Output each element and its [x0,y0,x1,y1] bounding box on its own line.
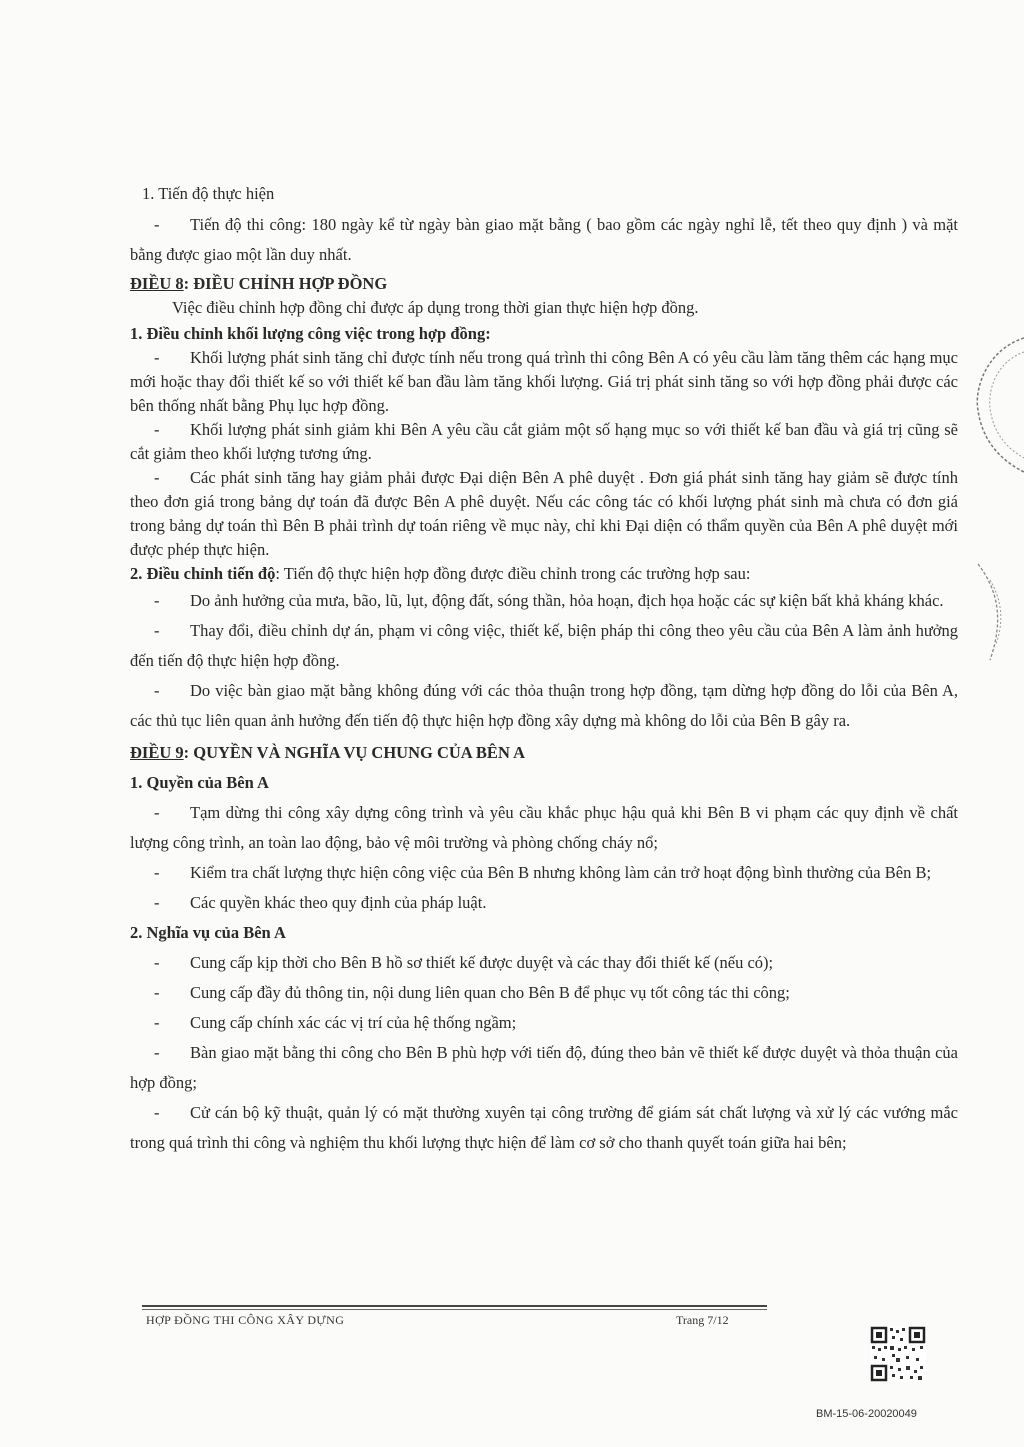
article-9-sub1-item-1: - Tạm dừng thi công xây dựng công trình và yêu cầu khắc phục hậu quả khi Bên B vi phạm các quy định về chất lượng công trình, an toàn lao động, bảo vệ môi trường và phòng chống cháy nổ; [130,803,958,852]
article-8-sub1-title: 1. Điều chỉnh khối lượng công việc trong hợp đồng: [130,324,491,343]
article-8-sub2 [130,562,958,586]
qr-code-icon [870,1326,926,1382]
schedule-item: - Tiến độ thi công: 180 ngày kể từ ngày bàn giao mặt bằng ( bao gồm các ngày nghỉ lễ, tết theo quy định ) và mặt bằng được giao một lần duy nhất. [130,210,958,270]
article-9-sub2-item-5: - Cử cán bộ kỹ thuật, quản lý có mặt thường xuyên tại công trường để giám sát chất lượng và xử lý các vướng mắc trong quá trình thi công và nghiệm thu khối lượng thực hiện để làm cơ sở cho thanh quyết toán giữa hai bên; [130,1103,958,1152]
article-9-sub2-item-1: - Cung cấp kịp thời cho Bên B hồ sơ thiết kế được duyệt và các thay đổi thiết kế (nếu có); [154,953,774,972]
article-9-sub2-item-3: - Cung cấp chính xác các vị trí của hệ thống ngầm; [154,1013,517,1032]
article-8-title: : ĐIỀU CHỈNH HỢP ĐỒNG [183,274,388,293]
article-8-sub2-text: : Tiến độ thực hiện hợp đồng được điều chỉnh trong các trường hợp sau: [275,564,751,583]
article-8-sub2-item-2: - Thay đổi, điều chỉnh dự án, phạm vi công việc, thiết kế, biện pháp thi công theo yêu cầu của Bên A làm ảnh hưởng đến tiến độ thực hiện hợp đồng. [130,621,958,670]
article-8-sub2-item-3: - Do việc bàn giao mặt bằng không đúng với các thỏa thuận trong hợp đồng, tạm dừng hợp đồng do lỗi của Bên A, các thủ tục liên quan ảnh hưởng đến tiến độ thực hiện hợp đồng xây dựng mà không do lỗi của Bên B gây ra. [130,681,958,730]
footer-divider-thin [142,1309,767,1310]
document-body [130,182,958,1158]
article-8-sub1-item-2: - Khối lượng phát sinh giảm khi Bên A yêu cầu cắt giảm một số hạng mục so với thiết kế ban đầu và giá trị cũng sẽ cắt giảm theo khối lượng tương ứng. [130,420,958,463]
article-9-sub2-title: 2. Nghĩa vụ của Bên A [130,923,286,942]
document-code: BM-15-06-20020049 [816,1408,917,1420]
article-8-sub2-label: 2. Điều chỉnh tiến độ [130,564,276,583]
article-8-sub2-item-1: - Do ảnh hưởng của mưa, bão, lũ, lụt, động đất, sóng thần, hỏa hoạn, địch họa hoặc các sự kiện bất khả kháng khác. [154,591,944,610]
footer-divider [142,1305,767,1307]
article-8-sub1-item-3: - Các phát sinh tăng hay giảm phải được Đại diện Bên A phê duyệt . Đơn giá phát sinh tăng hay giảm sẽ được tính theo đơn giá trong bảng dự toán đã được Bên A phê duyệt. Nếu các công tác có khối lượng phát sinh mà chưa có đơn giá trong bảng dự toán thì Bên B phải trình dự toán riêng về mục này, chỉ khi Đại diện có thẩm quyền của Bên A phê duyệt mới được phép thực hiện. [130,468,958,559]
article-8-label: ĐIỀU 8 [130,274,184,293]
article-9-heading [130,738,958,768]
footer-document-title: HỢP ĐỒNG THI CÔNG XÂY DỰNG [146,1313,345,1327]
article-9-sub1-item-2: - Kiểm tra chất lượng thực hiện công việc của Bên B nhưng không làm cản trở hoạt động bình thường của Bên B; [154,863,932,882]
article-8-heading [130,272,958,296]
article-8-sub1-item-1: - Khối lượng phát sinh tăng chỉ được tính nếu trong quá trình thi công Bên A có yêu cầu làm tăng thêm các hạng mục mới hoặc thay đổi thiết kế so với thiết kế ban đầu làm tăng khối lượng. Giá trị phát sinh tăng so với hợp đồng phải được các bên thống nhất bằng Phụ lục hợp đồng. [130,348,958,415]
article-9-sub1-item-3: - Các quyền khác theo quy định của pháp luật. [154,893,487,912]
article-9-label: ĐIỀU 9 [130,743,184,762]
article-9-title: : QUYỀN VÀ NGHĨA VỤ CHUNG CỦA BÊN A [183,743,525,762]
stamp-fragment-icon [966,330,1024,480]
section-title-schedule: 1. Tiến độ thực hiện [142,184,275,203]
stamp-fragment-2-icon [968,560,1018,670]
footer-page-number: Trang 7/12 [676,1313,729,1327]
dash-bullet: - [154,215,160,234]
article-9-sub2-item-4: - Bàn giao mặt bằng thi công cho Bên B phù hợp với tiến độ, đúng theo bản vẽ thiết kế được duyệt và thỏa thuận của hợp đồng; [130,1043,958,1092]
article-8-intro: Việc điều chỉnh hợp đồng chỉ được áp dụng trong thời gian thực hiện hợp đồng. [172,298,699,317]
article-9-sub2-item-2: - Cung cấp đầy đủ thông tin, nội dung liên quan cho Bên B để phục vụ tốt công tác thi công; [154,983,790,1002]
article-9-sub1-title: 1. Quyền của Bên A [130,773,269,792]
